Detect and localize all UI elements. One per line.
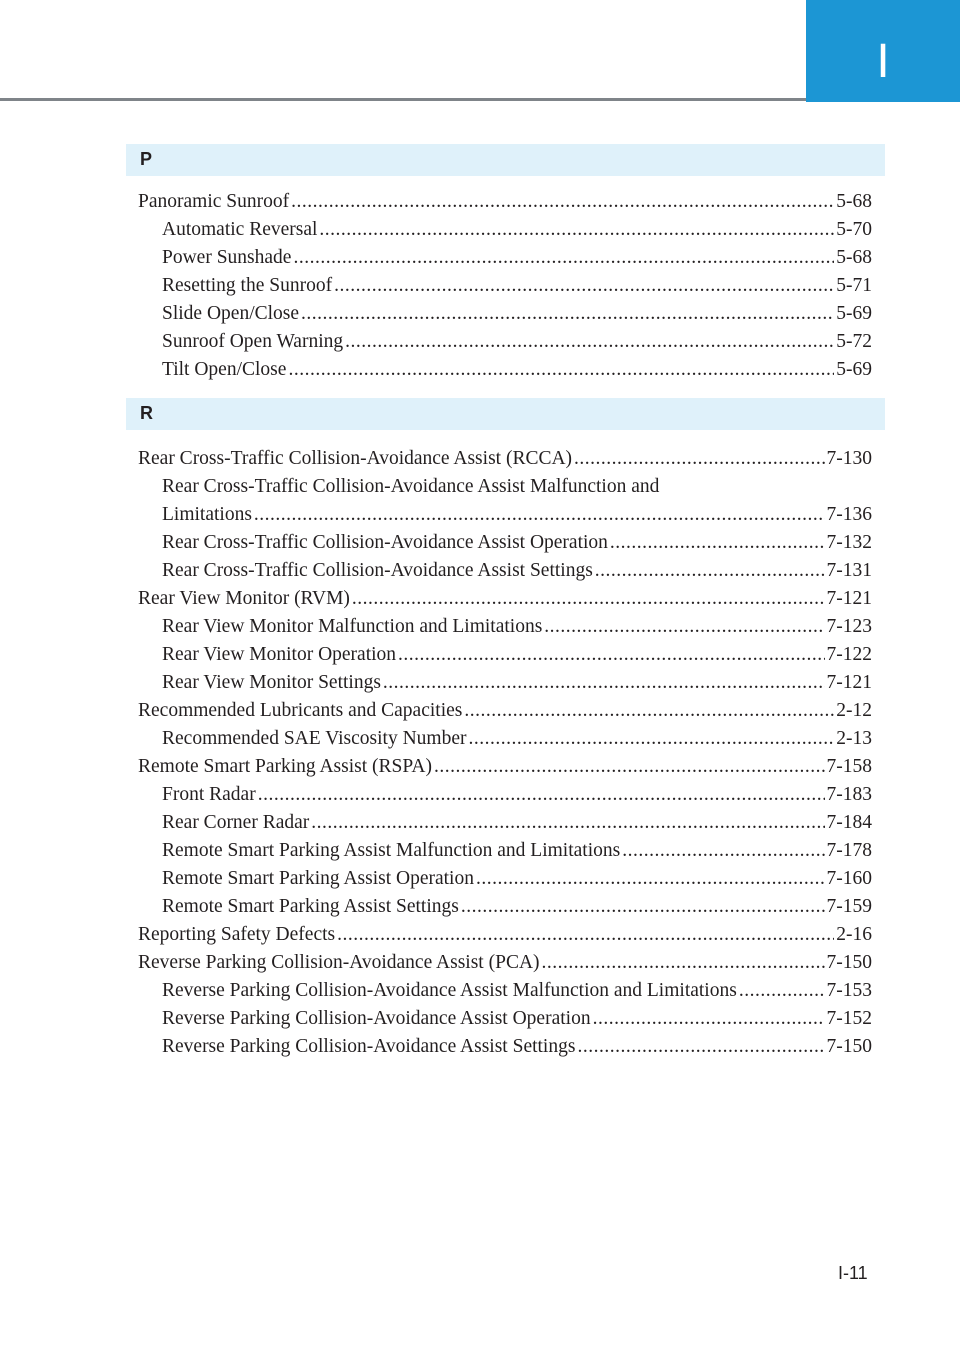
section-letter: R	[140, 403, 153, 423]
index-subentry	[162, 272, 872, 300]
dot-leader	[254, 501, 825, 529]
dot-leader	[398, 641, 824, 669]
dot-leader	[319, 216, 834, 244]
index-subentry	[162, 809, 872, 837]
index-subentry	[162, 473, 872, 529]
dot-leader	[595, 557, 825, 585]
index-subentry	[162, 781, 872, 809]
dot-leader	[258, 781, 825, 809]
header-rule	[0, 98, 806, 101]
dot-leader	[291, 188, 834, 216]
dot-leader	[293, 244, 834, 272]
entry-page: 7-160	[826, 868, 872, 889]
section-letter: P	[140, 149, 153, 169]
index-subentry	[162, 328, 872, 356]
entry-page: 2-12	[836, 700, 872, 721]
page-number: I-11	[838, 1263, 868, 1283]
entry-label: Remote Smart Parking Assist Settings	[162, 896, 459, 917]
index-subentry	[162, 1033, 872, 1061]
index-subentry	[162, 669, 872, 697]
index-subentry	[162, 725, 872, 753]
entry-label: Remote Smart Parking Assist Malfunction and Limitations	[162, 840, 621, 861]
section-header-r	[126, 398, 885, 430]
entry-label: Rear View Monitor (RVM)	[138, 588, 350, 609]
dot-leader	[542, 949, 825, 977]
entry-label: Power Sunshade	[162, 247, 292, 268]
dot-leader	[577, 1033, 824, 1061]
dot-leader	[345, 328, 834, 356]
index-entry	[138, 188, 872, 216]
entry-label: Rear View Monitor Malfunction and Limitations	[162, 616, 543, 637]
dot-leader	[383, 669, 825, 697]
entry-label: Sunroof Open Warning	[162, 331, 344, 352]
dot-leader	[301, 300, 834, 328]
dot-leader	[593, 1005, 825, 1033]
entry-label: Resetting the Sunroof	[162, 275, 333, 296]
dot-leader	[334, 272, 834, 300]
index-entry	[138, 585, 872, 613]
entry-page: 5-69	[836, 359, 872, 380]
dot-leader	[288, 356, 834, 384]
entry-label: Remote Smart Parking Assist Operation	[162, 868, 474, 889]
entry-page: 7-150	[826, 952, 872, 973]
chapter-tab	[806, 0, 960, 102]
entry-page: 7-159	[826, 896, 872, 917]
index-entry	[138, 697, 872, 725]
entry-page: 7-178	[826, 840, 872, 861]
dot-leader	[352, 585, 825, 613]
entry-page: 5-70	[836, 219, 872, 240]
entry-page: 5-69	[836, 303, 872, 324]
entry-page: 2-16	[836, 924, 872, 945]
dot-leader	[574, 445, 824, 473]
entry-label: Tilt Open/Close	[162, 359, 287, 380]
dot-leader	[476, 865, 825, 893]
index-subentry	[162, 865, 872, 893]
entry-label: Recommended SAE Viscosity Number	[162, 728, 467, 749]
dot-leader	[468, 725, 834, 753]
index-entry	[138, 753, 872, 781]
index-subentry	[162, 300, 872, 328]
dot-leader	[434, 753, 825, 781]
entry-label: Rear Cross-Traffic Collision-Avoidance Assist Malfunction and	[162, 476, 660, 497]
index-subentry	[162, 244, 872, 272]
entry-label: Rear Cross-Traffic Collision-Avoidance Assist Operation	[162, 532, 608, 553]
index-entry	[138, 921, 872, 949]
entry-page: 7-121	[826, 588, 872, 609]
entry-page: 7-158	[826, 756, 872, 777]
entry-page: 5-71	[836, 275, 872, 296]
index-entry	[138, 949, 872, 977]
entry-page: 7-183	[826, 784, 872, 805]
entry-label: Remote Smart Parking Assist (RSPA)	[138, 756, 432, 777]
dot-leader	[739, 977, 825, 1005]
entry-page: 2-13	[836, 728, 872, 749]
entry-label: Reverse Parking Collision-Avoidance Assist Operation	[162, 1008, 591, 1029]
index-subentry	[162, 613, 872, 641]
entry-label: Panoramic Sunroof	[138, 191, 290, 212]
dot-leader	[544, 613, 824, 641]
entry-label: Reverse Parking Collision-Avoidance Assist Malfunction and Limitations	[162, 980, 737, 1001]
entry-label-continued: Limitations	[162, 504, 252, 525]
entry-label: Rear Corner Radar	[162, 812, 310, 833]
chapter-tab-letter: I	[876, 35, 890, 88]
dot-leader	[461, 893, 825, 921]
entry-page: 7-184	[826, 812, 872, 833]
index-subentry	[162, 529, 872, 557]
entry-label: Rear Cross-Traffic Collision-Avoidance Assist (RCCA)	[138, 448, 573, 469]
entry-label: Rear View Monitor Settings	[162, 672, 381, 693]
index-subentry	[162, 893, 872, 921]
entry-label: Reverse Parking Collision-Avoidance Assist Settings	[162, 1036, 576, 1057]
index-subentry	[162, 977, 872, 1005]
entry-page: 5-68	[836, 247, 872, 268]
index-subentry	[162, 356, 872, 384]
entry-label: Slide Open/Close	[162, 303, 300, 324]
index-subentry	[162, 837, 872, 865]
entry-label: Front Radar	[162, 784, 256, 805]
dot-leader	[464, 697, 834, 725]
index-entry	[138, 445, 872, 473]
entry-page: 7-121	[826, 672, 872, 693]
entry-page: 7-136	[826, 504, 872, 525]
entry-label: Rear Cross-Traffic Collision-Avoidance Assist Settings	[162, 560, 593, 581]
entry-page: 7-123	[826, 616, 872, 637]
entry-page: 7-122	[826, 644, 872, 665]
section-header-p	[126, 144, 885, 176]
entry-page: 5-72	[836, 331, 872, 352]
entry-label: Reporting Safety Defects	[138, 924, 336, 945]
entry-page: 7-131	[826, 560, 872, 581]
index-subentry	[162, 641, 872, 669]
entry-page: 7-152	[826, 1008, 872, 1029]
entry-page: 7-132	[826, 532, 872, 553]
entry-page: 7-150	[826, 1036, 872, 1057]
entry-label: Rear View Monitor Operation	[162, 644, 397, 665]
dot-leader	[311, 809, 824, 837]
dot-leader	[610, 529, 825, 557]
entry-label: Recommended Lubricants and Capacities	[138, 700, 463, 721]
entry-page: 7-130	[826, 448, 872, 469]
index-subentry	[162, 1005, 872, 1033]
entry-page: 5-68	[836, 191, 872, 212]
dot-leader	[622, 837, 824, 865]
entry-label: Automatic Reversal	[162, 219, 318, 240]
index-subentry	[162, 557, 872, 585]
dot-leader	[337, 921, 834, 949]
index-subentry	[162, 216, 872, 244]
entry-label: Reverse Parking Collision-Avoidance Assist (PCA)	[138, 952, 540, 973]
entry-page: 7-153	[826, 980, 872, 1001]
